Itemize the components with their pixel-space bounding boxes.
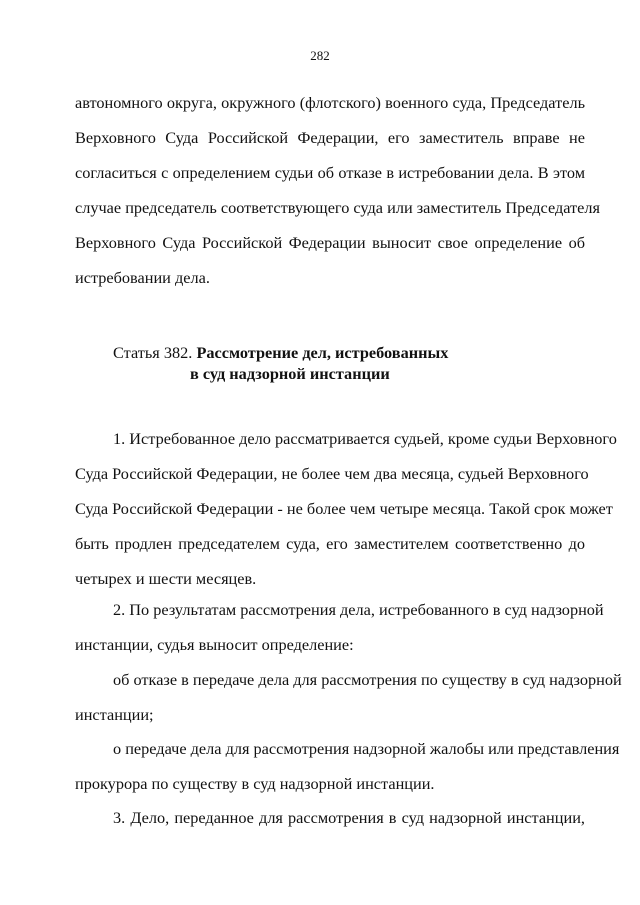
text-line: о передаче дела для рассмотрения надзорной жалобы или представления [113,739,620,758]
article-number: Статья 382. [113,343,193,362]
page-number: 282 [310,48,330,63]
text-line: Суда Российской Федерации, не более чем два месяца, судьей Верховного [75,464,589,483]
text-line: согласиться с определением судьи об отказе в истребовании дела. В этом [75,163,585,182]
paragraph-continuation [75,85,601,295]
text-line: Верховного Суда Российской Федерации выносит свое определение об [75,233,585,252]
text-line: Суда Российской Федерации - не более чем четыре месяца. Такой срок может [75,499,613,518]
text-line: инстанции, судья выносит определение: [75,635,354,654]
paragraph-part-3 [75,800,585,835]
text-line: быть продлен председателем суда, его заместителем соответственно до [75,534,585,553]
text-line: 2. По результатам рассмотрения дела, истребованного в суд надзорной [113,600,604,619]
text-line: Верховного Суда Российской Федерации, его заместитель вправе не [75,128,585,147]
article-heading [113,342,448,384]
text-line: случае председатель соответствующего суда или заместитель Председателя [75,198,601,217]
paragraph-part-1 [75,421,617,596]
article-title-line1: Рассмотрение дел, истребованных [196,343,449,362]
text-line: об отказе в передаче дела для рассмотрения по существу в суд надзорной [113,670,622,689]
text-line: 3. Дело, переданное для рассмотрения в суд надзорной инстанции, [113,808,585,827]
article-title-line2: в суд надзорной инстанции [190,364,390,383]
text-line: прокурора по существу в суд надзорной инстанции. [75,774,435,793]
paragraph-option-refuse [75,662,622,732]
text-line: истребовании дела. [75,268,210,287]
text-line: инстанции; [75,705,154,724]
paragraph-part-2 [75,592,604,662]
text-line: 1. Истребованное дело рассматривается судьей, кроме судьи Верховного [113,429,617,448]
text-line: автономного округа, окружного (флотского) военного суда, Председатель [75,93,585,112]
text-line: четырех и шести месяцев. [75,569,257,588]
paragraph-option-transfer [75,731,620,801]
